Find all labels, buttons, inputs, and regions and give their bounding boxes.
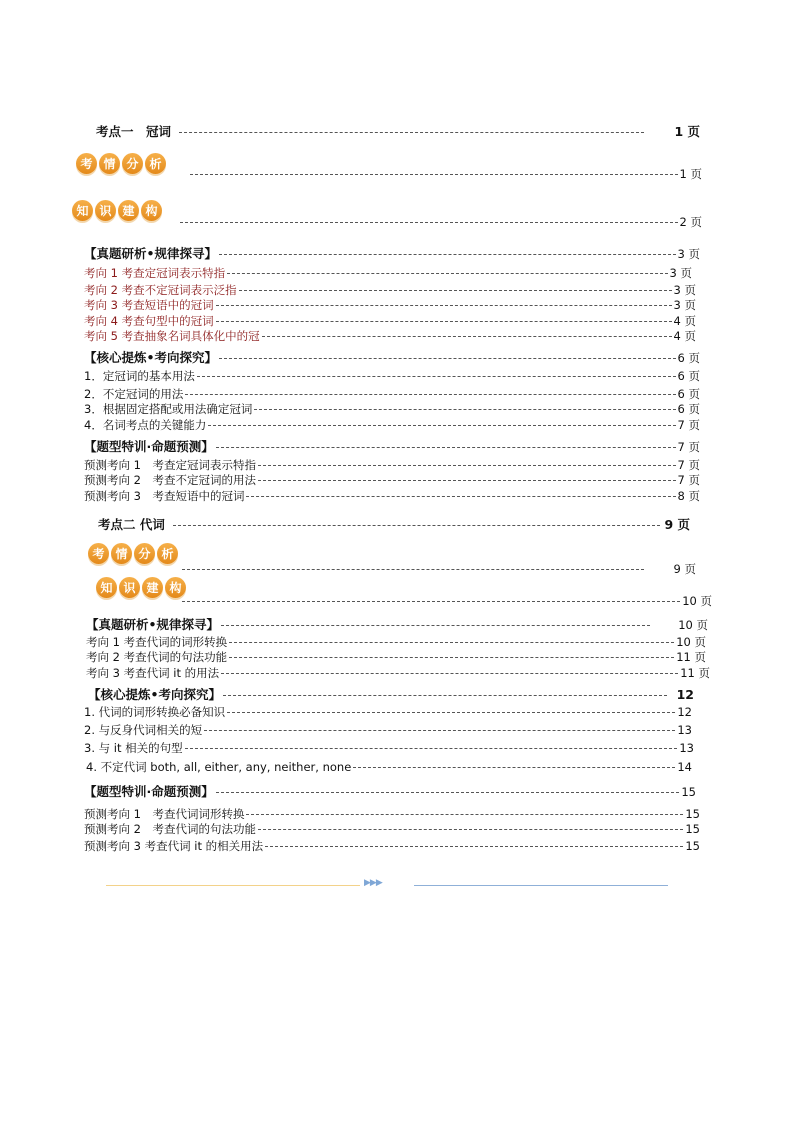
toc-entry-label: 考向 4 考查句型中的冠词 bbox=[84, 314, 214, 328]
badge-char: 知 bbox=[96, 577, 117, 598]
page-number: 9 页 bbox=[664, 517, 690, 532]
toc-entry bbox=[84, 282, 696, 298]
section-heading bbox=[98, 515, 690, 533]
page-number: 12 bbox=[677, 705, 692, 719]
page-number: 4 页 bbox=[673, 314, 696, 328]
page-number: 6 页 bbox=[677, 351, 700, 365]
toc-entry-label: 3. 与 it 相关的句型 bbox=[84, 741, 183, 755]
toc-entry bbox=[84, 313, 696, 329]
page-number: 15 bbox=[685, 839, 700, 853]
page-number: 7 页 bbox=[677, 458, 700, 472]
toc-entry bbox=[84, 722, 692, 738]
page-number: 7 页 bbox=[677, 473, 700, 487]
toc-entry bbox=[88, 685, 694, 703]
page-number: 15 bbox=[685, 807, 700, 821]
page-number: 10 页 bbox=[676, 635, 706, 649]
page-number: 4 页 bbox=[673, 329, 696, 343]
toc-entry-label: 考向 3 考查代词 it 的用法 bbox=[86, 666, 220, 680]
toc-entry bbox=[84, 457, 700, 473]
divider-arrows: ▶▶▶ bbox=[364, 878, 382, 888]
toc-entry-label: 3．根据固定搭配或用法确定冠词 bbox=[84, 402, 253, 416]
toc-entry-label: 1. 代词的词形转换必备知识 bbox=[84, 705, 226, 719]
toc-entry bbox=[84, 472, 700, 488]
page-number: 7 页 bbox=[677, 440, 700, 454]
toc-entry bbox=[84, 348, 700, 366]
toc-entry bbox=[86, 634, 706, 650]
toc-entry-label: 预测考向 3 考查代词 it 的相关用法 bbox=[84, 839, 264, 853]
toc-entry bbox=[84, 437, 700, 455]
toc-entry-label: 【核心提炼•考向探究】 bbox=[84, 350, 217, 365]
page-number: 10 页 bbox=[678, 618, 708, 632]
toc-entry bbox=[84, 297, 696, 313]
page-number: 3 页 bbox=[673, 283, 696, 297]
toc-entry bbox=[84, 782, 696, 800]
page-number: 13 bbox=[677, 723, 692, 737]
badge-char: 构 bbox=[141, 200, 162, 221]
toc-entry-label: 2. 与反身代词相关的短 bbox=[84, 723, 203, 737]
badge-char: 析 bbox=[157, 543, 178, 564]
badge-char: 建 bbox=[118, 200, 139, 221]
badge-char: 考 bbox=[88, 543, 109, 564]
toc-entry-label: 4. 不定代词 both, all, either, any, neither, none bbox=[86, 760, 352, 774]
toc-entry-label: 【真题研析•规律探寻】 bbox=[86, 617, 219, 632]
page-number: 6 页 bbox=[677, 402, 700, 416]
divider-line-right bbox=[414, 885, 668, 886]
toc-entry bbox=[84, 244, 700, 262]
toc-entry bbox=[84, 386, 700, 402]
badge-char: 分 bbox=[134, 543, 155, 564]
badge-char: 考 bbox=[76, 153, 97, 174]
divider-line-left bbox=[106, 885, 360, 886]
toc-entry bbox=[86, 615, 708, 633]
page-number: 7 页 bbox=[677, 418, 700, 432]
toc-entry-label: 预测考向 1 考查代词词形转换 bbox=[84, 807, 245, 821]
toc-entry bbox=[86, 665, 710, 681]
badge-char: 析 bbox=[145, 153, 166, 174]
toc-entry bbox=[84, 838, 700, 854]
toc-entry bbox=[84, 821, 700, 837]
page-number: 12 bbox=[676, 687, 694, 702]
page-number: 3 页 bbox=[673, 298, 696, 312]
toc-entry-label: 【题型特训·命题预测】 bbox=[84, 784, 214, 799]
toc-entry-label: 预测考向 3 考查短语中的冠词 bbox=[84, 489, 245, 503]
section-heading bbox=[96, 122, 700, 140]
section-title: 考点二 代词 bbox=[98, 517, 165, 532]
toc-entry bbox=[84, 488, 700, 504]
page-number: 15 bbox=[685, 822, 700, 836]
toc-entry-label: 预测考向 2 考查代词的句法功能 bbox=[84, 822, 256, 836]
toc-entry bbox=[84, 265, 692, 281]
page-number: 3 页 bbox=[677, 247, 700, 261]
section-title: 考点一 冠词 bbox=[96, 124, 172, 139]
page-number: 13 bbox=[679, 741, 694, 755]
toc-entry-label: 【题型特训·命题预测】 bbox=[84, 439, 214, 454]
toc-entry-label: 考向 5 考查抽象名词具体化中的冠 bbox=[84, 329, 260, 343]
analysis-badge bbox=[88, 543, 178, 564]
toc-entry bbox=[188, 166, 702, 182]
toc-entry-label: 预测考向 2 考查不定冠词的用法 bbox=[84, 473, 256, 487]
toc-entry-label: 考向 1 考查定冠词表示特指 bbox=[84, 266, 226, 280]
page-number: 1 页 bbox=[679, 167, 702, 181]
toc-entry-label: 【核心提炼•考向探究】 bbox=[88, 687, 221, 702]
page-number: 2 页 bbox=[679, 215, 702, 229]
page-number: 1 页 bbox=[674, 124, 700, 139]
page-number: 10 页 bbox=[682, 594, 712, 608]
page-number: 9 页 bbox=[673, 562, 696, 576]
page-number: 3 页 bbox=[669, 266, 692, 280]
badge-char: 识 bbox=[119, 577, 140, 598]
toc-entry bbox=[84, 328, 696, 344]
toc-entry-label: 考向 2 考查代词的句法功能 bbox=[86, 650, 228, 664]
page-number: 11 页 bbox=[676, 650, 706, 664]
page-number: 6 页 bbox=[677, 387, 700, 401]
badge-char: 识 bbox=[95, 200, 116, 221]
badge-char: 情 bbox=[99, 153, 120, 174]
page-number: 8 页 bbox=[677, 489, 700, 503]
toc-entry-label: 1．定冠词的基本用法 bbox=[84, 369, 195, 383]
badge-char: 构 bbox=[165, 577, 186, 598]
structure-badge bbox=[96, 577, 186, 598]
structure-badge bbox=[72, 200, 162, 221]
page-number: 11 页 bbox=[680, 666, 710, 680]
toc-entry-label: 2．不定冠词的用法 bbox=[84, 387, 184, 401]
page-number: 6 页 bbox=[677, 369, 700, 383]
toc-entry bbox=[84, 368, 700, 384]
toc-entry-label: 考向 2 考查不定冠词表示泛指 bbox=[84, 283, 237, 297]
toc-entry bbox=[178, 214, 702, 230]
toc-entry-label: 考向 1 考查代词的词形转换 bbox=[86, 635, 228, 649]
toc-entry bbox=[84, 806, 700, 822]
badge-char: 分 bbox=[122, 153, 143, 174]
toc-entry bbox=[86, 649, 706, 665]
badge-char: 情 bbox=[111, 543, 132, 564]
analysis-badge bbox=[76, 153, 166, 174]
toc-entry bbox=[86, 759, 692, 775]
page-number: 15 bbox=[681, 785, 696, 799]
toc-entry-label: 考向 3 考查短语中的冠词 bbox=[84, 298, 214, 312]
toc-entry bbox=[84, 704, 692, 720]
toc-entry bbox=[84, 417, 700, 433]
toc-entry-label: 预测考向 1 考查定冠词表示特指 bbox=[84, 458, 256, 472]
toc-entry bbox=[180, 593, 712, 609]
toc-entry-label: 【真题研析•规律探寻】 bbox=[84, 246, 217, 261]
badge-char: 建 bbox=[142, 577, 163, 598]
toc-entry-label: 4．名词考点的关键能力 bbox=[84, 418, 207, 432]
toc-entry bbox=[84, 401, 700, 417]
badge-char: 知 bbox=[72, 200, 93, 221]
page-number: 14 bbox=[677, 760, 692, 774]
toc-entry bbox=[180, 561, 696, 577]
toc-entry bbox=[84, 740, 694, 756]
